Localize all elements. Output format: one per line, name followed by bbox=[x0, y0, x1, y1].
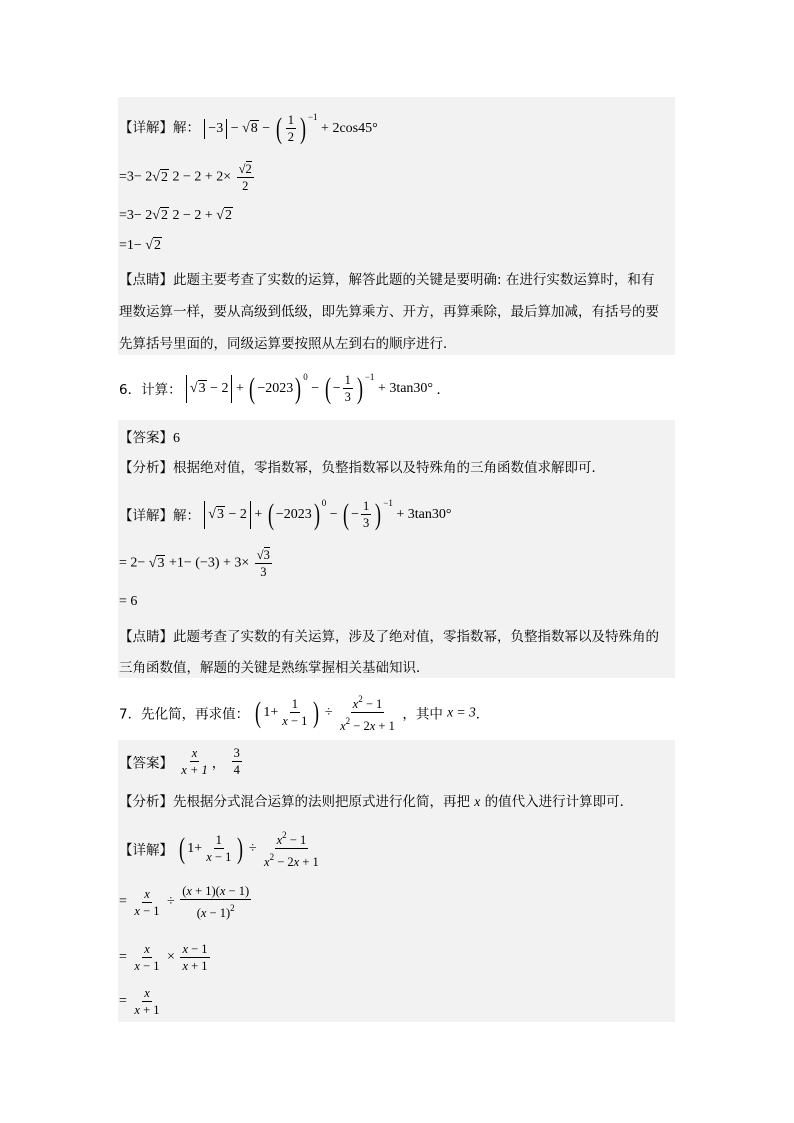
q5-comment-line-2: 理数运算一样，要从高级到低级，即先算乘方、开方，再算乘除，最后算加减，有括号的要 bbox=[119, 304, 659, 320]
q7-answer: 【答案】 $\frac{x}{x + 1}$ ， $\frac{3}{4}$ bbox=[119, 746, 240, 777]
q5-step-2: =3− 2√2 2 − 2 + √2 bbox=[119, 208, 232, 224]
q6-step-2: = 6 bbox=[119, 594, 138, 609]
q6-detail-expression: √3 − 2 + ( −2023) $^0$ − ( − $\frac{1}{3}$ ) $^{-1}$ + 3tan30° bbox=[204, 507, 451, 522]
analysis-tag: 【分析】 bbox=[119, 460, 173, 476]
answer-tag: 【答案】 bbox=[119, 755, 173, 772]
q7-step-3: = $\frac{x}{x + 1}$ bbox=[119, 986, 160, 1017]
q6-comment-line-1: 【点睛】此题考查了实数的有关运算，涉及了绝对值，零指数幂，负整指数幂以及特殊角的 bbox=[119, 629, 659, 645]
detail-tag: 【详解】 bbox=[119, 120, 173, 137]
answer-tag: 【答案】 bbox=[119, 430, 173, 446]
q5-comment-line-3: 先算括号里面的，同级运算要按照从左到右的顺序进行． bbox=[119, 336, 457, 352]
question-number: 6．计算： bbox=[119, 382, 182, 399]
q6-step-1: = 2− √3 +1− (−3) + 3× $\frac{√3}{3}$ bbox=[119, 548, 270, 579]
q7-question: 7．先化简，再求值： ( 1+ $\frac{1}{x - 1}$ ) ÷ $\frac{x^2 - 1}{x^2 - 2x + 1}$ ，其中 x = 3． bbox=[119, 694, 490, 733]
q7-solution-block bbox=[118, 740, 675, 1022]
q6-expression: √3 − 2 + ( −2023) $^0$ − ( − $\frac{1}{3}$ ) $^{-1}$ + 3tan30° bbox=[186, 381, 437, 396]
q6-analysis: 【分析】根据绝对值，零指数幂，负整指数幂以及特殊角的三角函数值求解即可． bbox=[119, 460, 605, 476]
q5-detail-line bbox=[119, 112, 378, 144]
comment-tag: 【点睛】 bbox=[119, 629, 173, 645]
q7-step-2: = $\frac{x}{x - 1}$ × $\frac{x - 1}{x + 1}$ bbox=[119, 942, 208, 973]
q6-question: 6．计算： √3 − 2 + ( −2023) $^0$ − ( − $\frac{1}{3}$ ) $^{-1}$ + 3tan30° ． bbox=[119, 371, 451, 405]
q7-expression: ( 1+ $\frac{1}{x - 1}$ ) ÷ $\frac{x^2 - 1}{x^2 - 2x + 1}$ bbox=[255, 694, 395, 733]
q7-detail-line bbox=[119, 828, 323, 869]
q6-answer bbox=[119, 426, 180, 447]
q5-expression: −3 − √8 − ( $\frac{1}{2}$ ) $^{-1}$ + 2cos45° bbox=[204, 121, 377, 136]
detail-tag: 【详解】 bbox=[119, 842, 173, 859]
q7-detail-expression: ( 1+ $\frac{1}{x - 1}$ ) ÷ $\frac{x^2 - 1}{x^2 - 2x + 1}$ bbox=[179, 830, 319, 869]
q7-step-1: = $\frac{x}{x - 1}$ ÷ $\frac{(x + 1)(x - 1)}{(x - 1)^2}$ bbox=[119, 884, 250, 920]
q6-detail-line: 【详解】解： √3 − 2 + ( −2023) $^0$ − ( − $\frac{1}{3}$ ) $^{-1}$ + 3tan30° bbox=[119, 497, 452, 531]
q6-comment-line-2: 三角函数值，解题的关键是熟练掌握相关基础知识． bbox=[119, 660, 430, 676]
q5-step-3: =1− √2 bbox=[119, 238, 161, 254]
comment-tag: 【点睛】 bbox=[119, 272, 173, 288]
analysis-tag: 【分析】 bbox=[119, 794, 173, 810]
q5-step-1: =3− 2√2 2 − 2 + 2× $\frac{√2}{2}$ bbox=[119, 162, 252, 193]
question-number: 7．先化简，再求值： bbox=[119, 706, 250, 723]
detail-tag: 【详解】 bbox=[119, 508, 173, 525]
detail-intro: 解： bbox=[173, 120, 200, 137]
q7-analysis: 【分析】先根据分式混合运算的法则把原式进行化简，再把 x 的值代入进行计算即可． bbox=[119, 794, 634, 810]
answer-value: 6 bbox=[173, 431, 180, 446]
q5-comment-line-1: 【点睛】此题主要考查了实数的运算，解答此题的关键是要明确: 在进行实数运算时，和有 bbox=[119, 272, 655, 288]
